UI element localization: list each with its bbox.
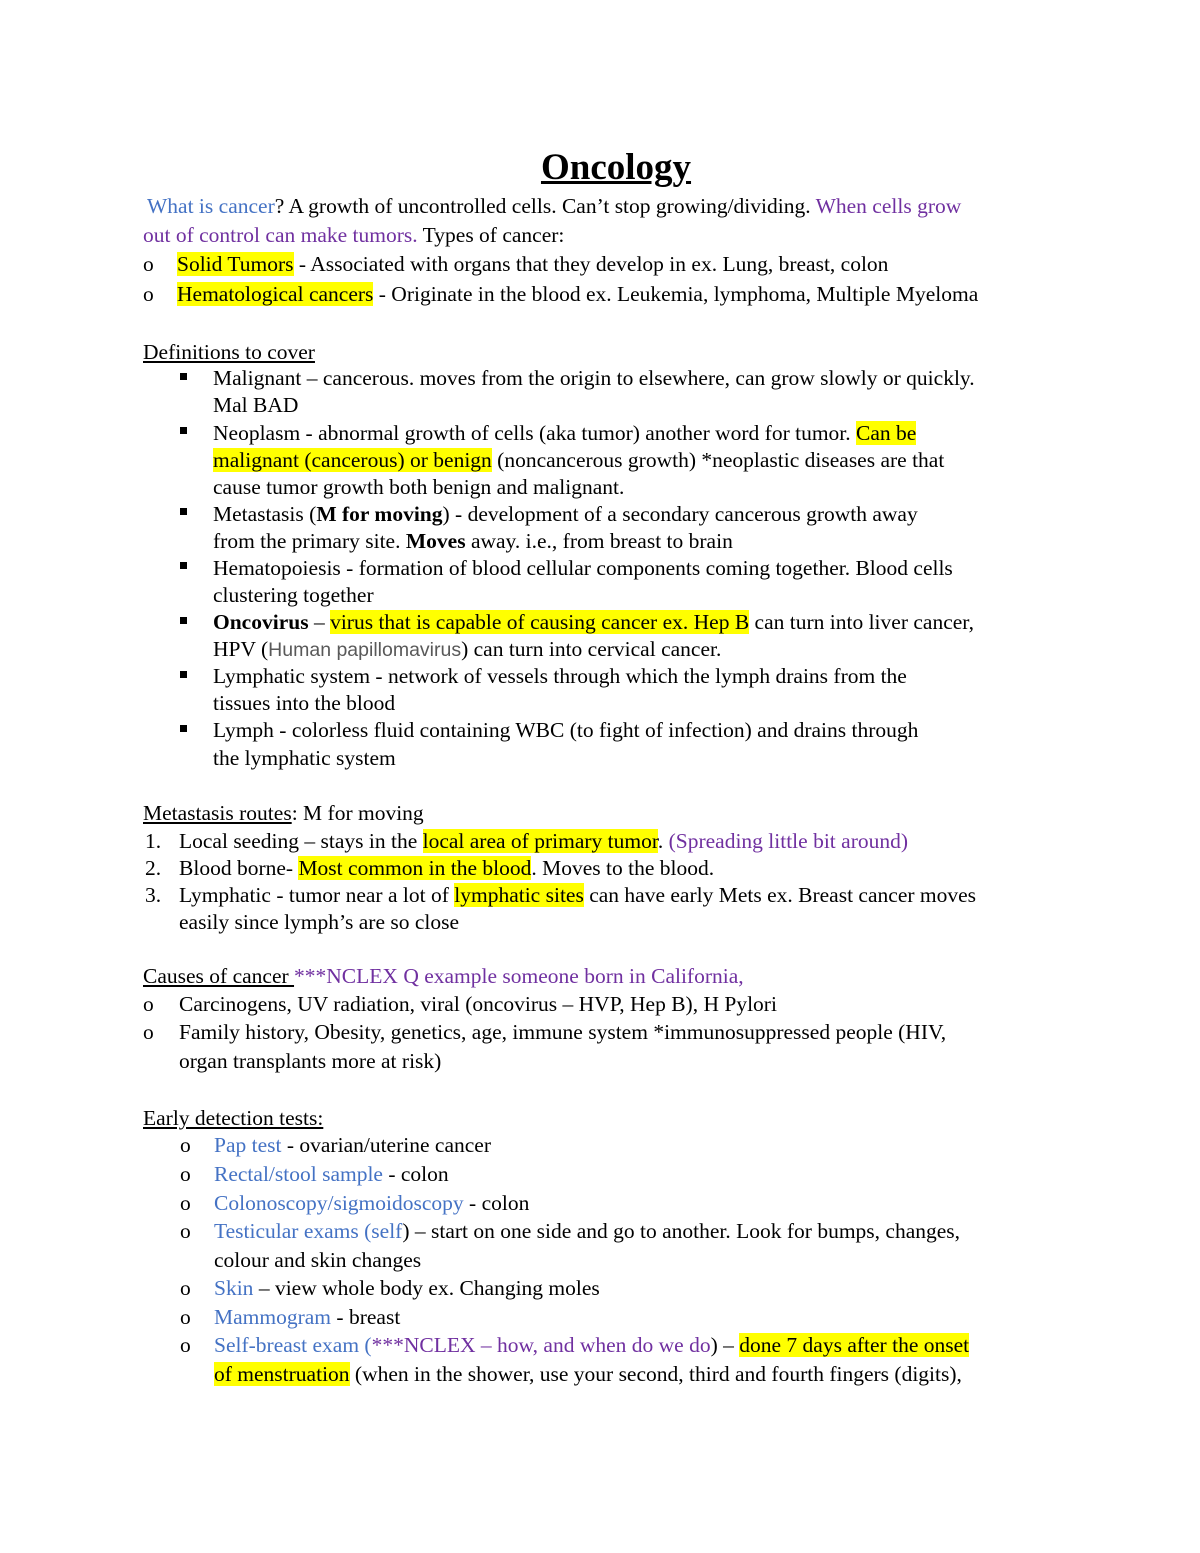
list-number: 2. [145, 856, 162, 880]
detection-desc: - ovarian/uterine cancer [281, 1133, 491, 1157]
routes-heading [143, 799, 424, 827]
detection-desc: - colon [382, 1162, 449, 1186]
intro-purple-2: out of control can make tumors. [143, 223, 418, 247]
detection-test: Skin [214, 1276, 254, 1300]
bullet-o-icon: o [180, 1133, 191, 1157]
def-neoplasm-text: Neoplasm - abnormal growth of cells (aka tumor) another word for tumor. [213, 421, 857, 445]
detection-item [214, 1303, 400, 1331]
detection-nclex-note: ***NCLEX – how, and when do we do [371, 1333, 711, 1357]
route-item [179, 854, 714, 882]
square-bullet-icon [180, 617, 187, 624]
detection-desc: - breast [331, 1305, 401, 1329]
type-desc: - Originate in the blood ex. Leukemia, lymphoma, Multiple Myeloma [373, 282, 979, 306]
route-text: . Moves to the blood. [531, 856, 715, 880]
detection-highlight: done 7 days after the onset [739, 1333, 970, 1357]
def-oncovirus-1 [213, 608, 974, 636]
def-neoplasm-text: (noncancerous growth) *neoplastic diseases are that [491, 448, 945, 472]
square-bullet-icon [180, 427, 187, 434]
intro-purple-1: When cells grow [815, 194, 962, 218]
def-neoplasm-highlight: Can be [856, 421, 917, 445]
bullet-o-icon: o [143, 992, 154, 1016]
def-neoplasm-1 [213, 419, 916, 447]
detection-desc: ) – start on one side and go to another. Look for bumps, changes, [402, 1219, 961, 1243]
square-bullet-icon [180, 508, 187, 515]
detection-item [214, 1274, 600, 1302]
def-lymph-1: Lymph - colorless fluid containing WBC (to fight of infection) and drains through [213, 718, 919, 742]
def-metastasis-bold: M for moving [316, 502, 443, 526]
route-item [179, 827, 908, 855]
intro-question: What is cancer [147, 194, 275, 218]
def-lymphatic-1: Lymphatic system - network of vessels through which the lymph drains from the [213, 664, 907, 688]
bullet-o-icon: o [143, 282, 154, 306]
route-item [179, 881, 976, 909]
type-term: Hematological cancers [177, 282, 374, 306]
detection-test: Rectal/stool sample [214, 1162, 383, 1186]
route-text: Lymphatic - tumor near a lot of [179, 883, 455, 907]
detection-test: Testicular exams (self [214, 1219, 403, 1243]
detection-test: Colonoscopy/sigmoidoscopy [214, 1191, 464, 1215]
page-title: Oncology [540, 147, 692, 188]
def-oncovirus-text: ) can turn into cervical cancer. [461, 637, 722, 661]
def-metastasis-text: Metastasis ( [213, 502, 317, 526]
def-metastasis-1 [213, 500, 918, 528]
intro-answer: ? A growth of uncontrolled cells. Can’t stop growing/dividing. [274, 194, 816, 218]
detection-item-continued [214, 1360, 962, 1388]
def-neoplasm-2 [213, 446, 944, 474]
detection-test: Self-breast exam ( [214, 1333, 372, 1357]
square-bullet-icon [180, 671, 187, 678]
def-metastasis-text: ) - development of a secondary cancerous growth away [442, 502, 918, 526]
bullet-o-icon: o [180, 1276, 191, 1300]
bullet-o-icon: o [180, 1333, 191, 1357]
route-highlight: local area of primary tumor [422, 829, 658, 853]
detection-item [214, 1217, 960, 1245]
route-highlight: Most common in the blood [298, 856, 532, 880]
detection-test: Mammogram [214, 1305, 332, 1329]
detection-item [214, 1189, 529, 1217]
bullet-o-icon: o [143, 252, 154, 276]
intro-line-1 [147, 192, 961, 220]
detection-item [214, 1160, 449, 1188]
route-text: Blood borne- [179, 856, 299, 880]
bullet-o-icon: o [180, 1305, 191, 1329]
intro-types: Types of cancer: [417, 223, 565, 247]
route-text: Local seeding – stays in the [179, 829, 423, 853]
detection-item [214, 1331, 969, 1359]
def-metastasis-2 [213, 527, 733, 555]
def-malignant-1: Malignant – cancerous. moves from the origin to elsewhere, can grow slowly or quickly. [213, 366, 975, 390]
type-desc: - Associated with organs that they develop in ex. Lung, breast, colon [293, 252, 889, 276]
detection-highlight: of menstruation [214, 1362, 350, 1386]
detection-desc: (when in the shower, use your second, third and fourth fingers (digits), [349, 1362, 962, 1386]
def-hematopoiesis-2: clustering together [213, 583, 374, 607]
def-neoplasm-highlight: malignant (cancerous) or benign [213, 448, 492, 472]
def-lymph-2: the lymphatic system [213, 746, 396, 770]
detection-item-continued: colour and skin changes [214, 1248, 422, 1272]
def-oncovirus-text: can turn into liver cancer, [749, 610, 974, 634]
def-oncovirus-dash: – [308, 610, 331, 634]
cause-item-continued: organ transplants more at risk) [179, 1049, 442, 1073]
cause-item: Carcinogens, UV radiation, viral (oncovirus – HVP, Hep B), H Pylori [179, 992, 777, 1016]
intro-line-2 [143, 221, 564, 249]
def-neoplasm-3: cause tumor growth both benign and malignant. [213, 475, 625, 499]
type-item [177, 280, 978, 308]
square-bullet-icon [180, 562, 187, 569]
list-number: 1. [145, 829, 162, 853]
route-text: . [657, 829, 669, 853]
bullet-o-icon: o [180, 1191, 191, 1215]
cause-item: Family history, Obesity, genetics, age, immune system *immunosuppressed people (HIV, [179, 1020, 947, 1044]
causes-heading-underlined: Causes of cancer [143, 964, 295, 988]
def-oncovirus-gray: Human papillomavirus [268, 639, 462, 661]
def-oncovirus-term: Oncovirus [213, 610, 309, 634]
route-purple-note: (Spreading little bit around) [668, 829, 909, 853]
def-oncovirus-highlight: virus that is capable of causing cancer ex. Hep B [330, 610, 750, 634]
detection-heading: Early detection tests: [143, 1106, 324, 1130]
route-text: can have early Mets ex. Breast cancer moves [583, 883, 977, 907]
square-bullet-icon [180, 373, 187, 380]
bullet-o-icon: o [180, 1219, 191, 1243]
detection-desc: - colon [463, 1191, 530, 1215]
definitions-heading: Definitions to cover [143, 340, 315, 364]
type-item [177, 250, 888, 278]
detection-test: Pap test [214, 1133, 282, 1157]
detection-desc: ) – [710, 1333, 740, 1357]
bullet-o-icon: o [143, 1020, 154, 1044]
def-metastasis-text: from the primary site. [213, 529, 406, 553]
def-metastasis-text: away. i.e., from breast to brain [465, 529, 733, 553]
def-lymphatic-2: tissues into the blood [213, 691, 396, 715]
type-term: Solid Tumors [177, 252, 294, 276]
detection-desc: – view whole body ex. Changing moles [253, 1276, 600, 1300]
square-bullet-icon [180, 725, 187, 732]
def-malignant-2: Mal BAD [213, 393, 299, 417]
causes-heading-purple: ***NCLEX Q example someone born in California, [294, 964, 744, 988]
causes-heading [143, 962, 744, 990]
def-oncovirus-text: HPV ( [213, 637, 269, 661]
routes-heading-rest: : M for moving [291, 801, 424, 825]
def-metastasis-bold: Moves [405, 529, 466, 553]
bullet-o-icon: o [180, 1162, 191, 1186]
route-highlight: lymphatic sites [454, 883, 584, 907]
def-hematopoiesis-1: Hematopoiesis - formation of blood cellular components coming together. Blood cells [213, 556, 953, 580]
detection-item [214, 1131, 491, 1159]
def-oncovirus-2 [213, 635, 721, 664]
routes-heading-underlined: Metastasis routes [143, 801, 292, 825]
route-item-continued: easily since lymph’s are so close [179, 910, 460, 934]
list-number: 3. [145, 883, 162, 907]
